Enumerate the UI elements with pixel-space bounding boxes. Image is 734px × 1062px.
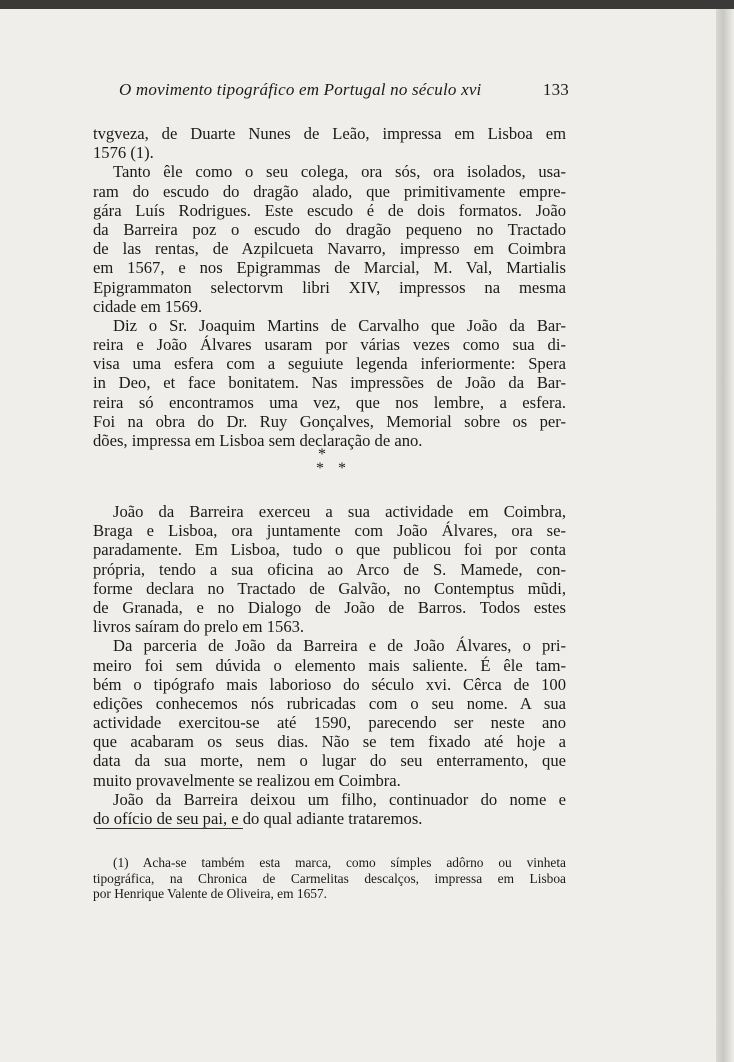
text-line: Braga e Lisboa, ora juntamente com João Álvares, ora se- xyxy=(93,521,566,541)
text-line: Da parceria de João da Barreira e de João Álvares, o pri- xyxy=(113,636,566,656)
running-header xyxy=(119,80,569,104)
footnote-line: (1) Acha-se também esta marca, como símples adôrno ou vinheta xyxy=(113,855,566,870)
text-line: forme declara no Tractado de Galvão, no Contemptus mũdi, xyxy=(93,578,566,598)
text-line: tvgveza, de Duarte Nunes de Leão, impressa em Lisboa em xyxy=(93,124,566,143)
text-line: gára Luís Rodrigues. Este escudo é de dois formatos. João xyxy=(93,200,566,220)
text-line: Diz o Sr. Joaquim Martins de Carvalho que João da Bar- xyxy=(113,315,566,335)
text-line: que acabaram os seus dias. Não se tem fixado até hoje a xyxy=(93,732,566,752)
text-line: de Granada, e no Dialogo de João de Barros. Todos estes xyxy=(93,597,566,617)
footnote-rule xyxy=(96,828,243,829)
text-line: meiro foi sem dúvida o elemento mais saliente. É êle tam- xyxy=(93,655,566,675)
running-title: O movimento tipográfico em Portugal no século xvi xyxy=(119,80,482,99)
footnote-line: tipográfica, na Chronica de Carmelitas descalços, impressa em Lisboa xyxy=(93,870,566,886)
text-line: actividade exercitou-se até 1590, parecendo ser neste ano xyxy=(93,713,566,733)
asterism-separator xyxy=(302,446,360,484)
text-line: Foi na obra do Dr. Ruy Gonçalves, Memorial sobre os per- xyxy=(93,411,566,431)
text-line: reira e João Álvares usaram por várias vezes como sua di- xyxy=(93,335,566,355)
text-line: do ofício de seu pai, e do qual adiante trataremos. xyxy=(93,809,423,828)
text-line: própria, tendo a sua oficina ao Arco de S. Mamede, con- xyxy=(93,559,566,579)
text-line: em 1567, e nos Epigrammas de Marcial, M. Val, Martialis xyxy=(93,258,566,278)
text-line: livros saíram do prelo em 1563. xyxy=(93,617,305,637)
text-line: Epigrammaton selectorvm libri XIV, impressos na mesma xyxy=(93,277,566,297)
text-line: in Deo, et face bonitatem. Nas impressões de João da Bar- xyxy=(93,373,566,393)
footnote-line: por Henrique Valente de Oliveira, em 1657. xyxy=(93,886,328,902)
text-line: de las rentas, de Azpilcueta Navarro, impresso em Coimbra xyxy=(93,239,566,259)
scan-top-border xyxy=(0,0,734,9)
text-block-1 xyxy=(93,124,566,450)
asterism-bottom: ** xyxy=(316,460,360,477)
text-line: dões, impressa em Lisboa sem declaração de ano. xyxy=(93,431,423,450)
text-line: reira só encontramos uma vez, que nos lembre, a esfera. xyxy=(93,392,566,412)
text-line: da Barreira poz o escudo do dragão pequeno no Tractado xyxy=(93,219,566,239)
text-line: João da Barreira deixou um filho, continuador do nome e xyxy=(113,789,566,809)
text-line: data da sua morte, nem o lugar do seu enterramento, que xyxy=(93,751,566,771)
book-spine-edge xyxy=(716,9,734,1062)
text-line: João da Barreira exerceu a sua actividade em Coimbra, xyxy=(113,502,566,521)
text-line: Tanto êle como o seu colega, ora sós, ora isolados, usa- xyxy=(113,162,566,182)
text-line: edições conhecemos nós rubricadas com o seu nome. A sua xyxy=(93,693,566,713)
text-line: muito provavelmente se realizou em Coimbra. xyxy=(93,770,401,790)
text-line: 1576 (1). xyxy=(93,143,154,163)
text-block-2 xyxy=(93,502,566,828)
asterism-top: * xyxy=(318,446,326,463)
text-line: cidade em 1569. xyxy=(93,296,203,316)
page-number: 133 xyxy=(542,80,569,99)
text-line: ram do escudo do dragão alado, que primitivamente empre- xyxy=(93,181,566,201)
footnote xyxy=(93,855,566,902)
text-line: paradamente. Em Lisboa, tudo o que publicou foi por conta xyxy=(93,540,566,560)
text-line: bém o tipógrafo mais laborioso do século xvi. Cêrca de 100 xyxy=(93,674,566,694)
text-line: visa uma esfera com a seguiute legenda inferiormente: Spera xyxy=(93,354,566,374)
